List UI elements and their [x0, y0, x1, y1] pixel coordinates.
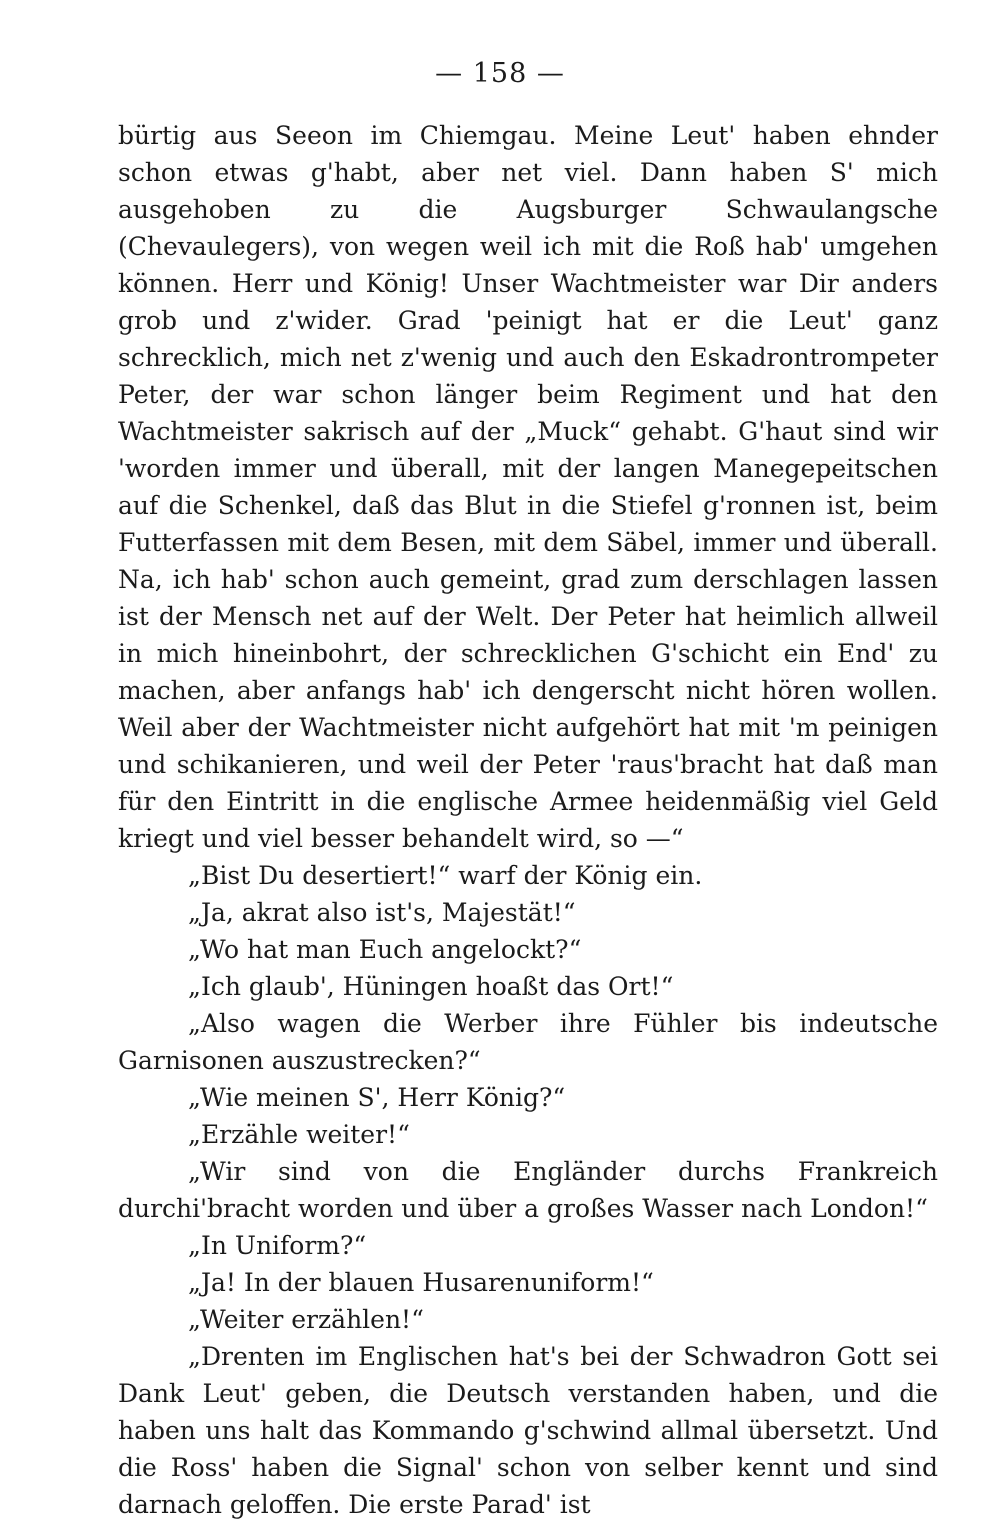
paragraph: „Bist Du desertiert!“ warf der König ein. [188, 861, 703, 890]
page-number: — 158 — [435, 58, 565, 89]
paragraph: „Erzähle weiter!“ [188, 1120, 410, 1149]
paragraph: „Ich glaub', Hüningen hoaßt das Ort!“ [188, 972, 674, 1001]
paragraph: „In Uniform?“ [188, 1231, 367, 1260]
paragraph: „Drenten im Englischen hat's bei der Schwadron Gott sei Dank Leut' geben, die Deutsch verstanden haben, und die haben uns halt das Kommando g'schwind allmal übersetzt. Und die Ross' haben die Signal' schon von selber kennt und sind darnach geloffen. Die erste Parad' ist [118, 1342, 938, 1519]
paragraph: bürtig aus Seeon im Chiemgau. Meine Leut' haben ehnder schon etwas g'habt, aber net viel. Dann haben S' mich ausgehoben zu die Augsburger Schwaulangsche (Chevaulegers), von wegen weil ich mit die Roß hab' umgehen können. Herr und König! Unser Wachtmeister war Dir anders grob und z'wider. Grad 'peinigt hat er die Leut' ganz schrecklich, mich net z'wenig und auch den Eskadrontrompeter Peter, der war schon länger beim Regiment und hat den Wachtmeister sakrisch auf der „Muck“ gehabt. G'haut sind wir 'worden immer und überall, mit der langen Manegepeitschen auf die Schenkel, daß das Blut in die Stiefel g'ronnen ist, beim Futterfassen mit dem Besen, mit dem Säbel, immer und überall. Na, ich hab' schon auch gemeint, grad zum derschlagen lassen ist der Mensch net auf der Welt. Der Peter hat heimlich allweil in mich hineinbohrt, der schrecklichen G'schicht ein End' zu machen, aber anfangs hab' ich dengerscht nicht hören wollen. Weil aber der Wachtmeister nicht aufgehört hat mit 'm peinigen und schikanieren, und weil der Peter 'raus'bracht hat daß man für den Eintritt in die englische Armee heidenmäßig viel Geld kriegt und viel besser behandelt wird, so —“ [118, 121, 938, 853]
paragraph: „Wo hat man Euch angelockt?“ [188, 935, 582, 964]
body-text [118, 117, 938, 1523]
paragraph: „Weiter erzählen!“ [188, 1305, 424, 1334]
paragraph: „Wie meinen S', Herr König?“ [188, 1083, 566, 1112]
paragraph: „Wir sind von die Engländer durchs Frankreich durchi'bracht worden und über a großes Wasser nach London!“ [118, 1157, 938, 1223]
paragraph: „Ja, akrat also ist's, Majestät!“ [188, 898, 576, 927]
paragraph: „Also wagen die Werber ihre Fühler bis indeutsche Garnisonen auszustrecken?“ [118, 1009, 938, 1075]
paragraph: „Ja! In der blauen Husarenuniform!“ [188, 1268, 654, 1297]
